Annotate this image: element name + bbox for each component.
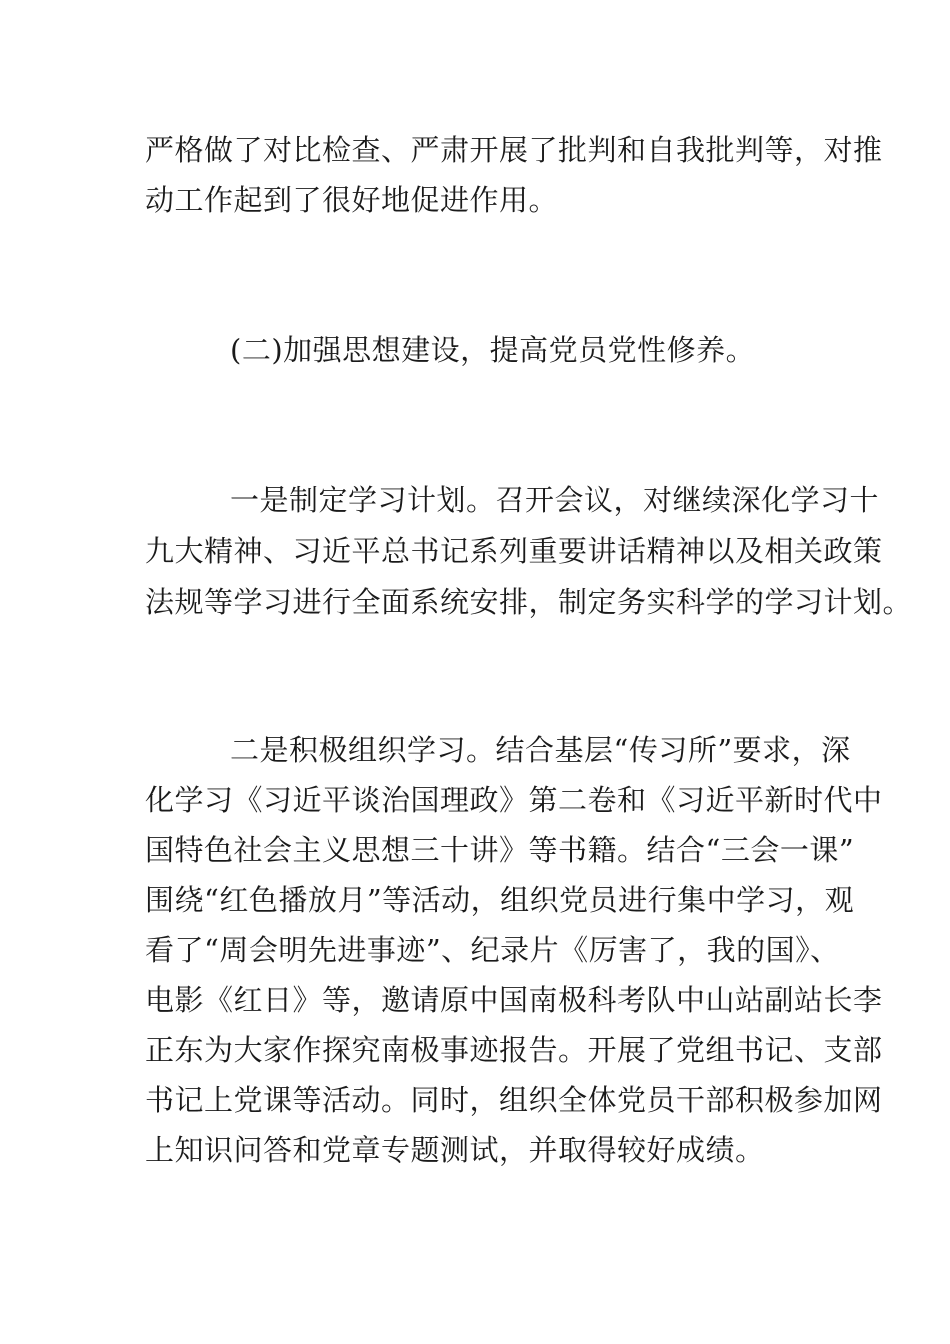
paragraph-4-line-2: 化学习《习近平谈治国理政》第二卷和《习近平新时代中 xyxy=(145,783,883,817)
paragraph-1-line-1: 严格做了对比检查、严肃开展了批判和自我批判等，对推 xyxy=(145,133,883,167)
paragraph-4-line-7: 正东为大家作探究南极事迹报告。开展了党组书记、支部 xyxy=(145,1033,883,1067)
paragraph-3-line-1: 一是制定学习计划。召开会议，对继续深化学习十 xyxy=(230,483,880,517)
paragraph-4-line-4: 围绕“红色播放月”等活动，组织党员进行集中学习，观 xyxy=(145,883,855,917)
paragraph-4-line-1: 二是积极组织学习。结合基层“传习所”要求，深 xyxy=(230,733,851,767)
paragraph-4-line-9: 上知识问答和党章专题测试，并取得较好成绩。 xyxy=(145,1133,765,1167)
paragraph-4-line-5: 看了“周会明先进事迹”、纪录片《厉害了，我的国》、 xyxy=(145,933,840,967)
paragraph-3-line-3: 法规等学习进行全面系统安排，制定务实科学的学习计划。 xyxy=(145,585,913,619)
paragraph-4-line-8: 书记上党课等活动。同时，组织全体党员干部积极参加网 xyxy=(145,1083,883,1117)
paragraph-4-line-6: 电影《红日》等，邀请原中国南极科考队中山站副站长李 xyxy=(145,983,883,1017)
paragraph-1-line-2: 动工作起到了很好地促进作用。 xyxy=(145,183,559,217)
paragraph-4-line-3: 国特色社会主义思想三十讲》等书籍。结合“三会一课” xyxy=(145,833,855,867)
paragraph-3-line-2: 九大精神、习近平总书记系列重要讲话精神以及相关政策 xyxy=(145,534,883,568)
section-heading: (二)加强思想建设，提高党员党性修养。 xyxy=(230,333,756,367)
